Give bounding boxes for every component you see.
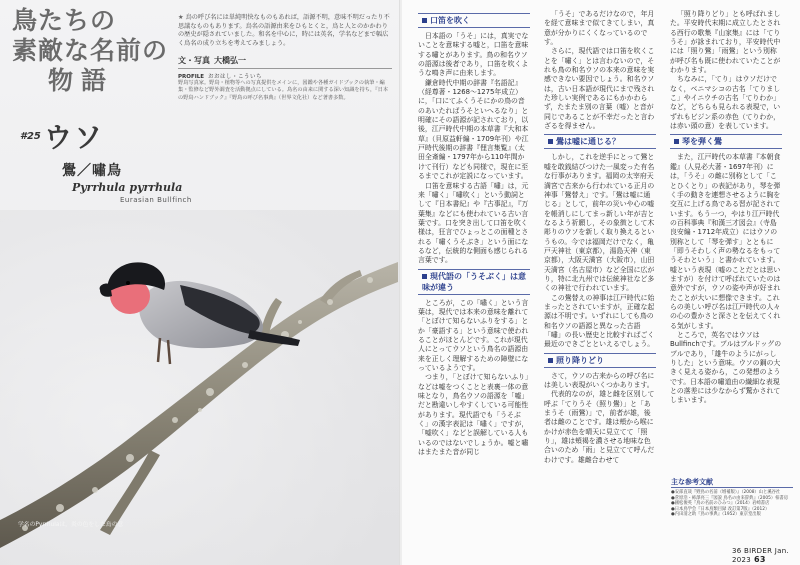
section-heading-text: 照り降りどり bbox=[556, 355, 604, 365]
body-paragraph: 「うそ」であるだけなので，年月を経て意味まで似てきてしまい，真意が分かりにくくなっているのです。 bbox=[544, 10, 655, 47]
entry-scientific-name: Pyrrhula pyrrhula bbox=[72, 181, 183, 194]
section-heading-text: 琴を弾く鷽 bbox=[682, 137, 722, 147]
photo-caption: 学名のPyrrhulaは，炎の色をした鳥の意 bbox=[18, 522, 124, 528]
heading-square-icon bbox=[548, 358, 553, 363]
reference-item: ●日本鳥学会『日本鳥類目録 改訂第7版』（2012） bbox=[671, 506, 770, 512]
star-icon: ★ bbox=[178, 14, 184, 21]
series-title-line3: 物語 bbox=[48, 66, 115, 95]
series-intro bbox=[178, 14, 390, 48]
entry-kanji: 鷽／嘯鳥 bbox=[62, 163, 122, 179]
section-heading-text: 現代語の「うそぶく」は意味が違う bbox=[422, 271, 526, 292]
body-paragraph: 代表的なのが，雄と雌を区別して呼ぶ「てりうそ（照り鷽）」と「あまうそ（雨鷽）」で，前者が雄，後者は雌のことです。雄は頬から喉にかけが赤色を晴天に見立てて「照り」，雄は頬褐を濃させる地味な色合いのため「雨」と見立てて呼んだわけです。雄雌合わせて bbox=[544, 390, 655, 464]
body-paragraph: ところで，英名ではウソはBullfinchです。ブルはブルドッグのブルであり，「雄牛のようにがっしりした」という意味。ウソの鋼の大きく見える姿から，この発想のようです。日本語の嘯道由の繊細な表現との落差には少なからず驚かされてしまいます。 bbox=[670, 331, 782, 405]
profile-heading bbox=[178, 72, 392, 80]
author-row bbox=[178, 55, 392, 69]
series-title bbox=[12, 6, 182, 96]
page-footer bbox=[732, 547, 800, 564]
series-intro-text: 鳥の呼び名には単純明快なものもあれば，語源不明，意味不明だったり不思議なものもあります。鳥名の語源由来をひもとくと，鳥と人とのかかわりの歴史が隠されていました。和名を中心に，時には英名，学名などまで幅広く鳥名の成り立ちを考えてみましょう。 bbox=[178, 14, 390, 47]
profile-label: PROFILE bbox=[178, 74, 205, 80]
reference-item: ●國松俊英『鳥の名前のひみつ』（2014）岩崎書店 bbox=[671, 501, 770, 507]
body-paragraph: 日本語の「うそ」には，真実でないことを意味する嘘と，口笛を意味する嘯とがあります。鳥の和名ウソの語源は後者であり，口笛を吹くような鳴き声に由来します。 bbox=[418, 32, 529, 78]
body-paragraph: ところが，この「嘯く」という言葉は，現代では本来の意味を離れて「とぼけて知らないふりをする」とか「豪語する」という意味で使われることがほとんどです。これが現代人にとってウソという鳥名の語源由来を正しく理解するための障壁になっているようです。 bbox=[418, 298, 529, 372]
references-list bbox=[671, 490, 793, 518]
profile-reading: おおはし・こういち bbox=[208, 74, 263, 80]
reference-item: ●安部直哉『野鳥の名前（増補版）』（2008）山と溪谷社 bbox=[671, 490, 781, 495]
body-paragraph: 鎌倉時代中期の辞書『名語記』（経尊著・1268〜1275年成立）に，「口にてふくうそにかの鳥の音のあいたればうそといへるなり」と明確にその語源が記されており，以後，江戸時代中期の本草書『大和本草』（貝原益軒編・1709年刊）や江戸時代後期の辞書『俚言集覧』（太田全斎編・1797年から110年間かけて刊行）なども同様で，現在に至るまでこれが定説になっています。 bbox=[418, 78, 529, 181]
section-heading bbox=[418, 269, 530, 295]
references-box bbox=[671, 477, 793, 518]
series-title-line1: 鳥たちの bbox=[12, 6, 117, 35]
heading-square-icon bbox=[674, 139, 679, 144]
text-column-2 bbox=[544, 10, 656, 465]
entry-number: #25 bbox=[20, 131, 41, 142]
body-paragraph: この鷽替えの神事は江戸時代に始まったとされていますが，正確な起源は不明です。いずれにしても鳥の和名ウソの語源と異なった古語「嘯」の長い歴史と比較すればごく最近のできごとといえるでしょう。 bbox=[544, 293, 655, 349]
page-number: 63 bbox=[754, 555, 766, 564]
reference-item: ●内田清之助『鳥の事典』（1952）東京堂出版 bbox=[671, 512, 761, 518]
heading-square-icon bbox=[422, 274, 427, 279]
footer-issue: 36 BIRDER Jan. 2023 bbox=[732, 547, 789, 564]
heading-square-icon bbox=[422, 18, 427, 23]
body-paragraph: さらに，現代語では口笛を吹くことを「嘯く」とは言わないので，それも鳥の和名ウソの本来の意味を実感できない要因でしょう。和名ウソは，古い日本語が現代にまで残された珍しい実例であるにもかかわらず，たまたま別の言葉（嘘）と音が同じであることが不幸だったと言わざるを得ません。 bbox=[544, 47, 655, 131]
reference-item: ●菅原浩・柿澤亮三『図説 鳥名の由来辞典』（2005）柏書房 bbox=[671, 495, 789, 501]
heading-square-icon bbox=[548, 139, 553, 144]
references-title: 主な参考文献 bbox=[671, 477, 793, 488]
section-heading bbox=[418, 13, 530, 28]
body-paragraph: 「照り降りどり」とも呼ばれました。平安時代末期に成立したとされる西行の歌集『山家集』には「てりうそ」が詠まれており，平安時代中には「照り鷽」「雨鷽」という別称が呼び名も既に使われていたことがわかります。 bbox=[670, 10, 781, 75]
body-paragraph: また，江戸時代の本草書『本朝食鑑』（人見必大著・1697年刊）には，「うそ」の雌に別称として「ことひくとり」の表記があり，琴を弾く手の動きを連想させるように胸を交互に上げる鳥である習が記されています。もう一つ，やはり江戸時代の百科事典『和漢三才図会』（寺島良安編・1712年成立）にはウソの別称として「琴を弾す」とともに「即うそわしく声の勢なるをもってうそわという」と書かれています。嘘という表現（嘘のことだとは思いますが）を付けて呼ばれていたのは意外ですが，ウソの姿や声が好まれたことが大いに想像できます。これらの美しい呼び名は江戸時代の人々の心の豊かさと深さとを伝えてくれる気がします。 bbox=[670, 153, 781, 330]
text-column-3 bbox=[670, 10, 782, 406]
author-block bbox=[178, 55, 392, 102]
section-heading bbox=[544, 353, 656, 368]
body-paragraph: しかし，これを逆手にとって鷽と嘘を敢銭結びつけた一風変った有名な行事があります。福岡の太宰府天満宮で古来から行われている正月の神事「鷽替え」です。「鷽は嘘に通じる」として，前年の災いや心の嘘を帳消しにしてまっ新しい年が吉となるよう祈願し，その象徴として木彫りのウソを新しく取り換えるというもの。今では福岡だけでなく，亀戸天神社（東京都），湯島天神（東京都），大阪天満宮（大阪市），山田天満宮（名古屋市）など全国に広がり，特に北九州では伝統神社など多くの神社で行われています。 bbox=[544, 153, 655, 293]
text-column-1 bbox=[418, 10, 530, 457]
body-paragraph: ちなみに，「てり」はウソだけでなく，ベニマシコの古名「てりましこ」やイニウチの古名「てりわか」など，どちらも見られる表現で，いずれもビジン系の赤色（てりわか，は赤い頭の意）を表しています。 bbox=[670, 75, 781, 131]
entry-english-name: Eurasian Bullfinch bbox=[120, 196, 192, 204]
body-paragraph: さて，ウソの古来からの呼び名には美しい表現がいくつかあります。 bbox=[544, 371, 655, 390]
section-heading-text: 鷽は嘘に通じる？ bbox=[556, 137, 620, 147]
section-heading bbox=[544, 134, 656, 149]
entry-name: ウソ bbox=[44, 121, 105, 154]
body-paragraph: つまり，「とぼけて知らないふり」などは嘘をつくことと表裏一体の意味となり，鳥名ウソの語源を「嘘」だと勘違いしやすくしている可能性があります。現代語でも「うそぶく」の漢字表記は「嘯く」ですが，「嘘吹く」などと誤解している人もいるのではないでしょうか。嘘と嘯はまたまた音が同じ bbox=[418, 373, 529, 457]
right-page bbox=[402, 0, 800, 565]
author-role: 文・写真 bbox=[178, 56, 210, 65]
profile-text: 野鳥写真家。野鳥・植物等への写真提供をメインに，図鑑や各種ガイドブックの執筆・編集・監修など野外調査を活動拠点にしている。鳥名の由来に関する深い知識を持ち，『日本の野鳥ハンドブック』『野鳥の呼び名事典』（世界文化社）など著書多数。 bbox=[178, 80, 389, 101]
body-paragraph: 口笛を意味する古語「嘯」は，元来「嘯く」「嘯吹く」という動詞として『日本書紀』や『古事記』，『万葉集』などにも使われている古い言葉です。口を突き出して口笛を吹く様は，狂言でひょっとこの面種とされる「嘯くうそぶき」という面になるなど，伝統的な側面も感じられる言葉です。 bbox=[418, 181, 529, 265]
author-name: 大橋弘一 bbox=[214, 56, 246, 65]
section-heading bbox=[670, 134, 782, 149]
series-title-line2: 素敵な名前の bbox=[12, 36, 169, 65]
section-heading-text: 口笛を吹く bbox=[430, 16, 470, 25]
